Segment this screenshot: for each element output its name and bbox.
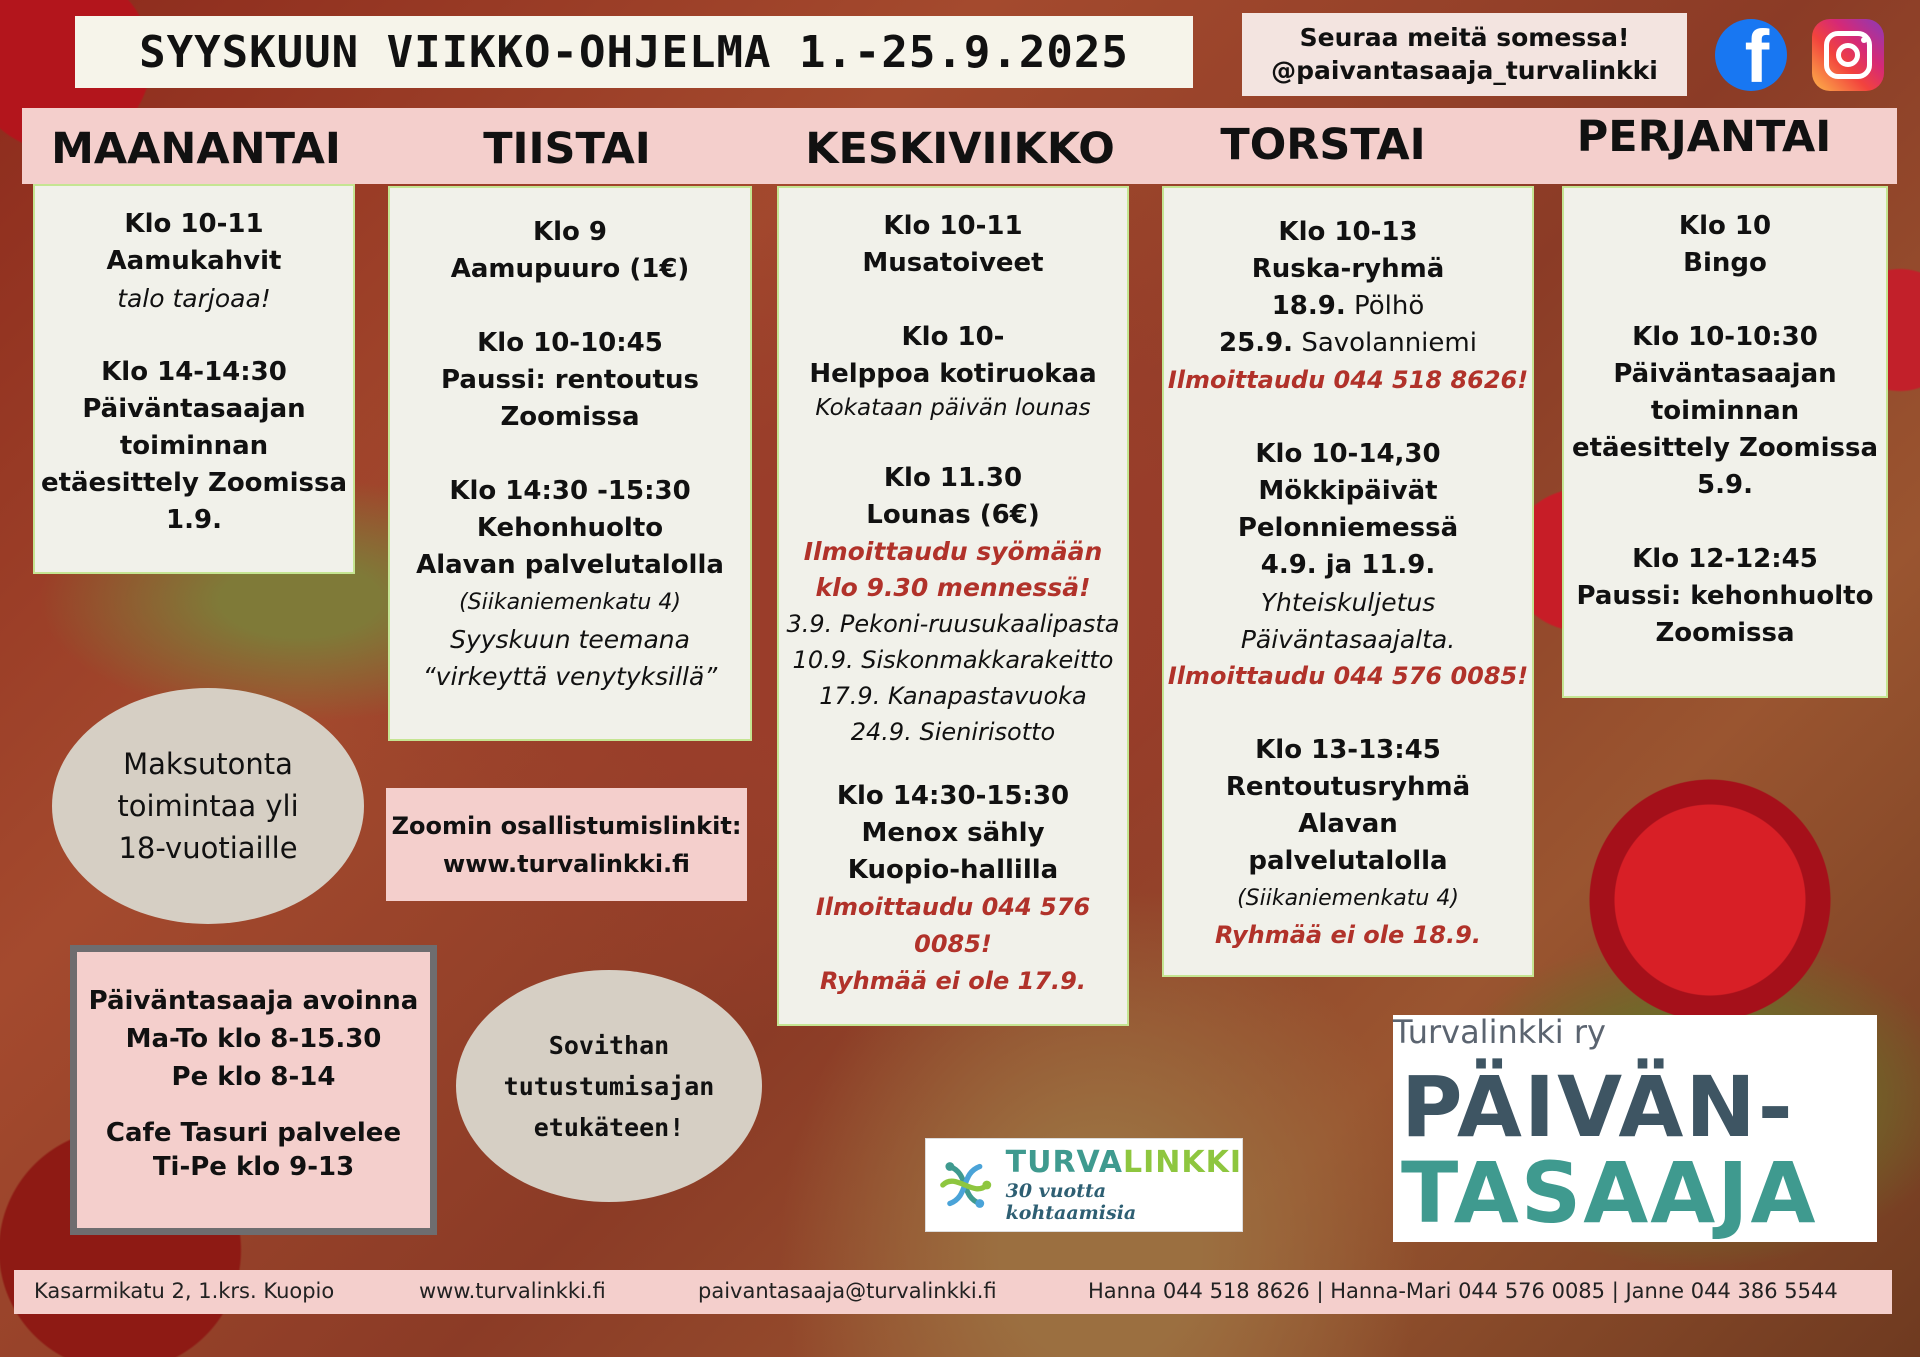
page-title: SYYSKUUN VIIKKO-OHJELMA 1.-25.9.2025 <box>75 16 1193 88</box>
turvalinkki-knot-icon <box>934 1150 996 1220</box>
wednesday-time-3: Klo 11.30 <box>883 463 1023 493</box>
zoom-links-url[interactable]: www.turvalinkki.fi <box>443 849 690 878</box>
thursday-activity-3-line: Alavan <box>1298 809 1398 839</box>
thursday-activity-2-line: Mökkipäivät <box>1258 476 1438 506</box>
footer-contacts: Hanna 044 518 8626 | Hanna-Mari 044 576 0085 | Janne 044 386 5544 <box>1088 1279 1838 1303</box>
day-wednesday: KESKIVIIKKO <box>805 124 1115 174</box>
day-tuesday: TIISTAI <box>483 124 651 174</box>
opening-hours-title: Päiväntasaaja avoinna <box>88 986 419 1016</box>
thursday-signup-1: Ilmoittaudu 044 518 8626! <box>1167 366 1529 394</box>
tuesday-time-3: Klo 14:30 -15:30 <box>449 476 691 506</box>
wednesday-activity-3: Lounas (6€) <box>866 500 1040 530</box>
thursday-signup-2: Ilmoittaudu 044 576 0085! <box>1167 662 1529 690</box>
wednesday-menu-item: 17.9. Kanapastavuoka <box>819 682 1087 710</box>
tuesday-activity-3-line: Alavan palvelutalolla <box>416 550 724 580</box>
thursday-time-2: Klo 10-14,30 <box>1255 439 1441 469</box>
friday-time-1: Klo 10 <box>1678 211 1772 241</box>
free-oval-line: 18-vuotiaille <box>118 831 298 865</box>
thursday-note: Yhteiskuljetus <box>1260 588 1436 617</box>
wednesday-signup-2: klo 9.30 mennessä! <box>815 573 1091 602</box>
thursday-column <box>1162 186 1534 977</box>
cafe-hours-title: Cafe Tasuri palvelee <box>105 1118 402 1148</box>
wednesday-time-4: Klo 14:30-15:30 <box>836 781 1070 811</box>
instagram-icon[interactable] <box>1812 19 1884 91</box>
thursday-address: (Siikaniemenkatu 4) <box>1237 886 1459 911</box>
friday-activity-2-line: etäesittely Zoomissa <box>1571 433 1879 463</box>
wednesday-time-2: Klo 10- <box>901 322 1005 352</box>
monday-activity-1: Aamukahvit <box>106 246 282 276</box>
zoom-links-label: Zoomin osallistumislinkit: <box>391 811 742 840</box>
social-handle[interactable]: @paivantasaaja_turvalinkki <box>1271 55 1658 85</box>
facebook-letter: f <box>1744 19 1770 91</box>
tuesday-note: Syyskuun teemana <box>450 625 690 654</box>
tuesday-time-1: Klo 9 <box>532 217 608 247</box>
thursday-trip-2: 25.9. Savolanniemi <box>1219 328 1477 358</box>
tuesday-activity-2-line: Paussi: rentoutus <box>441 365 699 395</box>
thursday-time-3: Klo 13-13:45 <box>1255 735 1441 765</box>
thursday-activity-3-line: palvelutalolla <box>1248 846 1448 876</box>
friday-activity-2-date: 5.9. <box>1697 470 1753 500</box>
monday-column <box>33 184 355 574</box>
wednesday-menu-item: 24.9. Sienirisotto <box>850 718 1056 746</box>
tuesday-column <box>388 186 752 741</box>
thursday-activity-3-line: Rentoutusryhmä <box>1225 772 1471 802</box>
wednesday-signup-1: Ilmoittaudu syömään <box>803 537 1103 566</box>
tuesday-activity-1: Aamupuuro (1€) <box>450 254 690 284</box>
friday-time-2: Klo 10-10:30 <box>1632 322 1818 352</box>
logo-line-2: TASAAJA <box>1401 1144 1818 1242</box>
visit-oval-line: Sovithan <box>548 1030 670 1060</box>
turvalinkki-tagline: 30 vuotta kohtaamisia <box>1005 1180 1137 1224</box>
friday-activity-1: Bingo <box>1683 248 1767 278</box>
turvalinkki-logo-badge[interactable] <box>925 1138 1243 1232</box>
wednesday-menu-item: 3.9. Pekoni-ruusukaalipasta <box>786 610 1120 638</box>
friday-activity-3-line: Zoomissa <box>1655 618 1795 648</box>
thursday-note: Päiväntasaajalta. <box>1240 625 1456 654</box>
wednesday-activity-4-line: Kuopio-hallilla <box>847 855 1059 885</box>
day-friday: PERJANTAI <box>1576 112 1832 162</box>
footer-website[interactable]: www.turvalinkki.fi <box>419 1279 606 1303</box>
monday-activity-2-line: Päiväntasaajan <box>82 394 306 424</box>
paivantasaaja-logo <box>1393 1015 1877 1242</box>
wednesday-note-2: Kokataan päivän lounas <box>815 395 1091 421</box>
monday-time-1: Klo 10-11 <box>124 209 264 239</box>
thursday-trip-1: 18.9. Pölhö <box>1271 291 1425 321</box>
tuesday-note: “virkeyttä venytyksillä” <box>422 662 718 691</box>
monday-note-1: talo tarjoaa! <box>117 284 271 313</box>
day-monday: MAANANTAI <box>51 124 341 174</box>
wednesday-menu-item: 10.9. Siskonmakkarakeitto <box>792 646 1114 674</box>
logo-line-1: PÄIVÄN- <box>1401 1058 1795 1156</box>
monday-time-2: Klo 14-14:30 <box>101 357 287 387</box>
footer-email[interactable]: paivantasaaja@turvalinkki.fi <box>698 1279 997 1303</box>
friday-column <box>1562 186 1888 698</box>
visit-booking-oval <box>456 970 762 1202</box>
wednesday-column <box>777 186 1129 1026</box>
monday-activity-2-line: etäesittely Zoomissa <box>40 468 348 498</box>
wednesday-activity-2: Helppoa kotiruokaa <box>809 359 1097 389</box>
cafe-hours-line: Ti-Pe klo 9-13 <box>152 1152 355 1182</box>
thursday-time-1: Klo 10-13 <box>1278 217 1418 247</box>
thursday-activity-2-line: Pelonniemessä <box>1237 513 1459 543</box>
wednesday-cancel-note: Ryhmää ei ole 17.9. <box>820 967 1086 995</box>
day-thursday: TORSTAI <box>1220 120 1426 170</box>
wednesday-activity-1: Musatoiveet <box>862 248 1044 278</box>
tuesday-activity-3-line: Kehonhuolto <box>476 513 664 543</box>
monday-activity-2-date: 1.9. <box>166 505 222 535</box>
free-activity-oval <box>52 688 364 924</box>
footer-bar <box>14 1270 1892 1314</box>
facebook-icon[interactable] <box>1715 19 1787 91</box>
wednesday-activity-4-line: Menox sähly <box>861 818 1045 848</box>
opening-hours-line: Pe klo 8-14 <box>171 1062 336 1092</box>
logo-org-name: Turvalinkki ry <box>1393 1013 1606 1051</box>
friday-time-3: Klo 12-12:45 <box>1632 544 1818 574</box>
tuesday-time-2: Klo 10-10:45 <box>477 328 663 358</box>
turvalinkki-name-b: LINKKI <box>1122 1145 1242 1180</box>
zoom-links-box <box>386 788 747 901</box>
tuesday-address: (Siikaniemenkatu 4) <box>459 590 681 615</box>
visit-oval-line: etukäteen! <box>533 1112 685 1142</box>
opening-hours-box <box>70 945 437 1235</box>
friday-activity-2-line: Päiväntasaajan <box>1613 359 1837 389</box>
footer-address: Kasarmikatu 2, 1.krs. Kuopio <box>34 1279 335 1303</box>
wednesday-signup-phone: Ilmoittaudu 044 576 0085! <box>815 893 1091 958</box>
social-line-1: Seuraa meitä somessa! <box>1299 23 1630 52</box>
thursday-activity-1: Ruska-ryhmä <box>1251 254 1445 284</box>
tuesday-activity-2-line: Zoomissa <box>500 402 640 432</box>
turvalinkki-name-a: TURVA <box>1005 1145 1123 1180</box>
wednesday-time-1: Klo 10-11 <box>883 211 1023 241</box>
day-header-strip <box>22 108 1897 184</box>
free-oval-line: toimintaa yli <box>117 789 299 823</box>
thursday-activity-2-dates: 4.9. ja 11.9. <box>1260 550 1436 580</box>
friday-activity-3-line: Paussi: kehonhuolto <box>1576 581 1874 611</box>
thursday-cancel-note: Ryhmää ei ole 18.9. <box>1215 921 1481 949</box>
friday-activity-2-line: toiminnan <box>1650 396 1800 426</box>
free-oval-line: Maksutonta <box>123 747 293 781</box>
opening-hours-line: Ma-To klo 8-15.30 <box>125 1024 382 1054</box>
social-box <box>1242 13 1687 96</box>
visit-oval-line: tutustumisajan <box>503 1071 715 1101</box>
monday-activity-2-line: toiminnan <box>119 431 269 461</box>
